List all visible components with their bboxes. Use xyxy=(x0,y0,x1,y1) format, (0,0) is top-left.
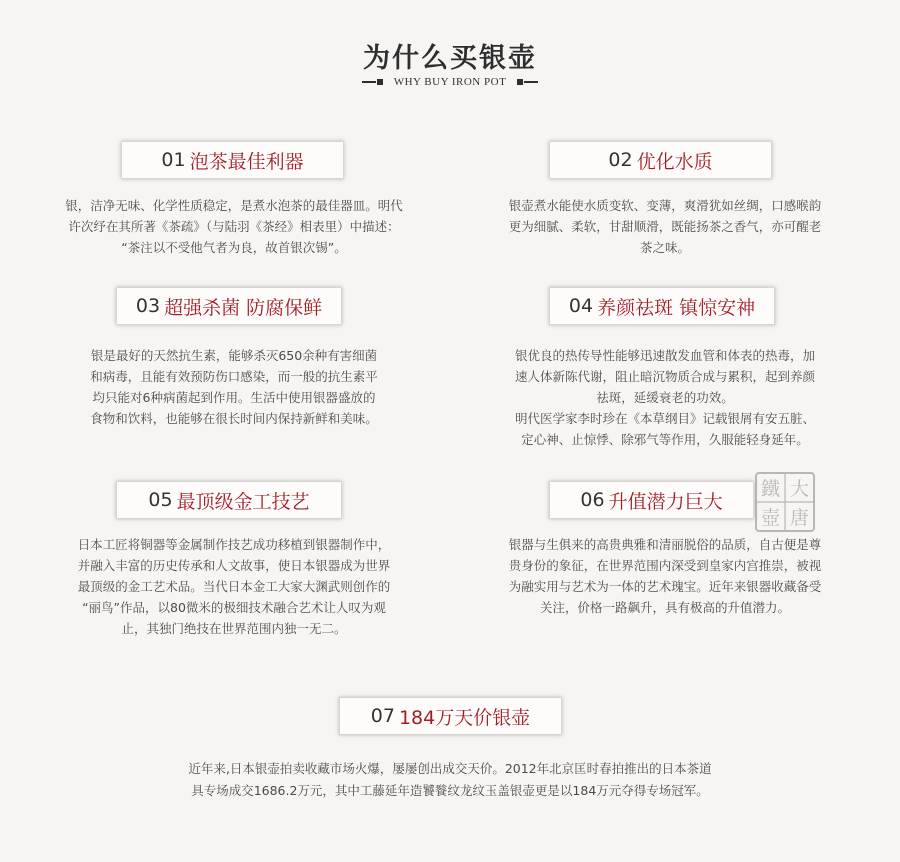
text-line: 最顶级的金工艺术品。当代日本金工大家大渊武则创作的 xyxy=(77,579,391,594)
divider-line-right xyxy=(524,81,538,83)
section-04-heading xyxy=(549,287,775,325)
text-line: 和病毒，且能有效预防伤口感染，而一般的抗生素平 xyxy=(90,369,378,384)
text-line: “茶注以不受他气者为良，故首银次锡”。 xyxy=(121,240,347,255)
text-line: 银壶煮水能使水质变软、变薄，爽滑犹如丝绸，口感喉韵 xyxy=(508,198,822,213)
section-number: 03 xyxy=(135,295,161,317)
text-line: 并融入丰富的历史传承和人文故事，使日本银器成为世界 xyxy=(77,558,391,573)
text-line: 明代医学家李时珍在《本草纲目》记载银屑有安五脏、 xyxy=(514,411,815,426)
section-07-heading xyxy=(339,697,562,735)
section-01-text xyxy=(40,195,428,258)
section-title: 养颜祛斑 镇惊安神 xyxy=(597,296,756,319)
text-line: 近年来,日本银壶拍卖收藏市场火爆，屡屡创出成交天价。2012年北京匡时春拍推出的日本茶道 xyxy=(188,761,712,776)
section-number: 01 xyxy=(161,149,186,171)
section-title: 升值潜力巨大 xyxy=(608,490,723,513)
section-02-heading xyxy=(549,141,772,179)
divider-line-left xyxy=(362,81,376,83)
divider-square-right xyxy=(517,79,523,85)
section-03-heading xyxy=(116,287,342,325)
text-line: 银器与生俱来的高贵典雅和清丽脱俗的品质，自古便是尊 xyxy=(508,537,822,552)
section-05-text xyxy=(40,534,428,639)
section-number: 05 xyxy=(148,489,173,511)
text-line: 为融实用与艺术为一体的艺术瑰宝。近年来银器收藏备受 xyxy=(508,579,822,594)
text-line: 均只能对6种病菌起到作用。生活中使用银器盛放的 xyxy=(92,390,376,405)
section-07-text xyxy=(90,758,810,802)
text-line: 银，洁净无味、化学性质稳定，是煮水泡茶的最佳器皿。明代 xyxy=(65,198,403,213)
text-line: 关注，价格一路飙升，具有极高的升值潜力。 xyxy=(539,600,790,615)
section-number: 04 xyxy=(568,295,594,317)
text-line: 许次纾在其所著《茶疏》（与陆羽《茶经》相表里）中描述： xyxy=(68,219,400,234)
text-line: 具专场成交1686.2万元，其中工藤延年造饕餮纹龙纹玉盖银壶更是以184万元夺得专场冠军。 xyxy=(191,783,709,798)
section-title: 优化水质 xyxy=(636,150,713,173)
seal-char: 大 xyxy=(789,478,810,500)
section-title: 最顶级金工技艺 xyxy=(176,490,310,513)
text-line: 银是最好的天然抗生素，能够杀灭650余种有害细菌 xyxy=(90,348,378,363)
section-01-heading xyxy=(121,141,344,179)
section-02-text xyxy=(475,195,855,258)
section-title: 184万天价银壶 xyxy=(398,706,531,729)
seal-char: 唐 xyxy=(789,507,810,529)
seal-char: 鐵 xyxy=(760,478,781,500)
text-line: 日本工匠将铜器等金属制作技艺成功移植到银器制作中， xyxy=(77,537,391,552)
section-title: 泡茶最佳利器 xyxy=(189,150,304,173)
text-line: 贵身份的象征，在世界范围内深受到皇家内宫推崇，被视 xyxy=(508,558,822,573)
section-06-text xyxy=(475,534,855,618)
section-number: 07 xyxy=(370,705,395,727)
text-line: “丽鸟”作品，以80微米的极细技术融合艺术让人叹为观 xyxy=(82,600,386,615)
section-03-text xyxy=(40,345,428,429)
page-subtitle: WHY BUY IRON POT xyxy=(393,76,507,88)
text-line: 银优良的热传导性能够迅速散发血管和体表的热毒，加 xyxy=(514,348,815,363)
seal-char: 壺 xyxy=(760,507,781,529)
divider-square-left xyxy=(377,79,383,85)
text-line: 茶之味。 xyxy=(639,240,690,255)
section-06-heading xyxy=(549,481,754,519)
text-line: 祛斑，延缓衰老的功效。 xyxy=(596,390,734,405)
section-number: 02 xyxy=(608,149,633,171)
text-line: 食物和饮料，也能够在很长时间内保持新鲜和美味。 xyxy=(90,411,378,426)
seal-stamp-icon xyxy=(754,471,816,533)
section-title: 超强杀菌 防腐保鲜 xyxy=(164,296,323,319)
section-05-heading xyxy=(116,481,342,519)
page-title: 为什么买银壶 xyxy=(363,43,537,74)
section-number: 06 xyxy=(580,489,605,511)
section-04-text xyxy=(475,345,855,450)
subtitle-row xyxy=(362,74,538,90)
text-line: 定心神、止惊悸、除邪气等作用，久服能轻身延年。 xyxy=(521,432,809,447)
text-line: 止，其独门绝技在世界范围内独一无二。 xyxy=(121,621,347,636)
text-line: 更为细腻、柔软，甘甜顺滑，既能扬茶之香气，亦可醒老 xyxy=(508,219,822,234)
text-line: 速人体新陈代谢，阻止暗沉物质合成与累积，起到养颜 xyxy=(514,369,815,384)
